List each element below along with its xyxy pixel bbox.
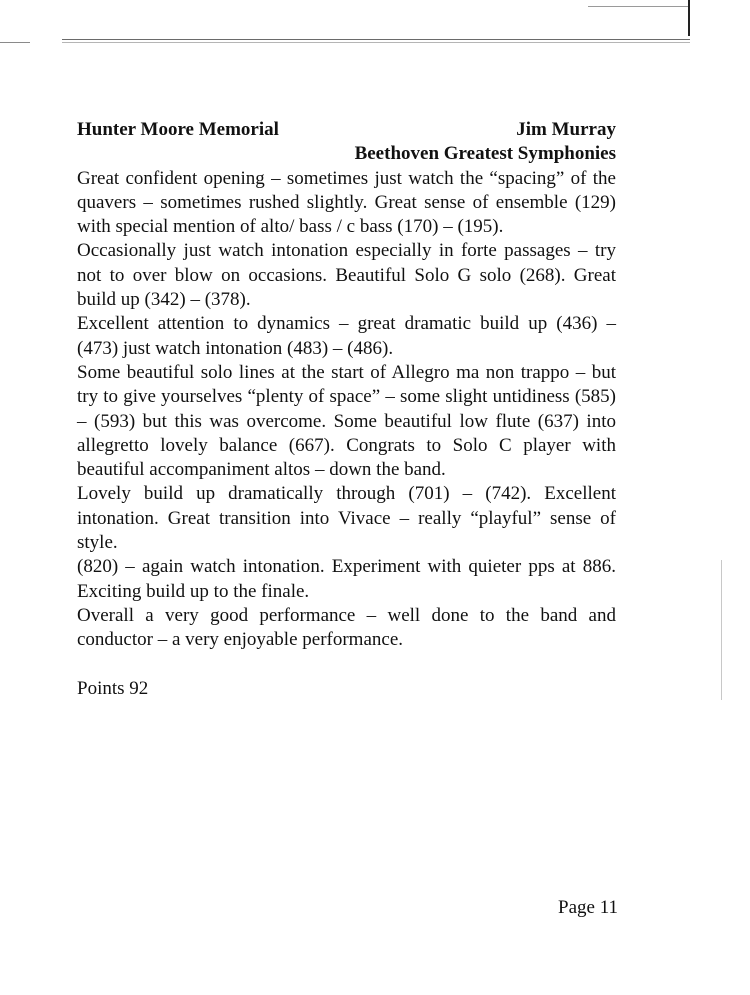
comment-paragraph: Lovely build up dramatically through (701) – (742). Excellent intonation. Great transition into Vivace – really “playful” sense of style. [77, 483, 616, 554]
comment-paragraph: (820) – again watch intonation. Experiment with quieter pps at 886. Exciting build up to the finale. [77, 556, 616, 602]
comment-paragraph: Overall a very good performance – well done to the band and conductor – a very enjoyable performance. [77, 604, 616, 651]
adjudication-report [77, 118, 616, 701]
scan-artifact-edge [688, 0, 690, 36]
comment-paragraph: Excellent attention to dynamics – great dramatic build up (436) – (473) just watch intonation (483) – (486). [77, 313, 616, 359]
scan-artifact-line [588, 6, 690, 7]
scan-artifact-left-line [0, 42, 30, 43]
event-title: Hunter Moore Memorial [77, 119, 279, 140]
comment-paragraph: Some beautiful solo lines at the start of Allegro ma non trappo – but try to give yourselves “plenty of space” – some slight untidiness (585) – (593) but this was overcome. Some beautiful low flute (637) into allegretto lovely balance (667). Congrats to Solo C player with beautiful accompaniment altos – down the band. [77, 361, 616, 481]
comment-paragraph: Occasionally just watch intonation especially in forte passages – try not to over blow on occasions. Beautiful Solo G solo (268). Great build up (342) – (378). [77, 240, 616, 311]
piece-title: Beethoven Greatest Symphonies [354, 143, 616, 165]
page-number: Page 11 [558, 897, 618, 918]
report-header [77, 118, 616, 142]
points-score: Points 92 [77, 677, 149, 699]
page-rule-shadow [62, 42, 690, 43]
scan-artifact-right-edge [721, 560, 722, 700]
page-rule [62, 39, 690, 40]
comment-paragraph: Great confident opening – sometimes just watch the “spacing” of the quavers – sometimes rushed slightly. Great sense of ensemble (129) with special mention of alto/ bass / c bass (170) – (195). [77, 167, 616, 238]
adjudicator-name: Jim Murray [516, 119, 616, 140]
